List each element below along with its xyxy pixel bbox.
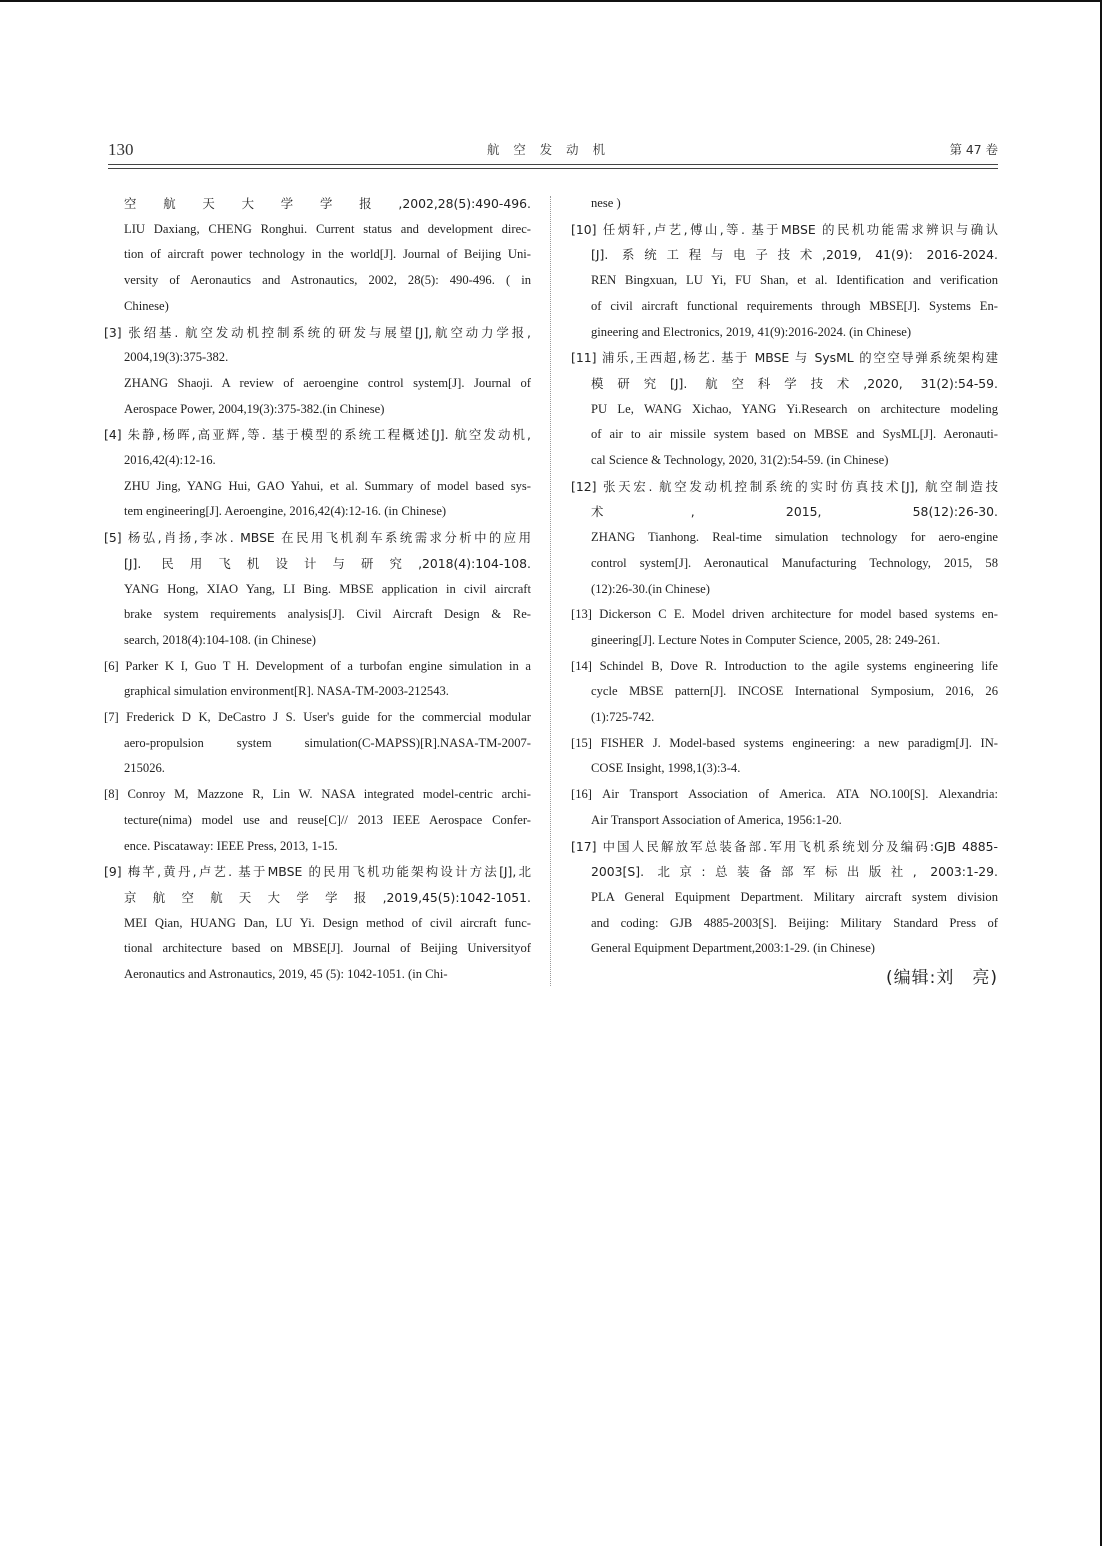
reference-line: MEI Qian, HUANG Dan, LU Yi. Design method of civil aircraft func- [124,915,531,930]
reference-line: Aerospace Power, 2004,19(3):375-382.(in Chinese) [124,401,385,416]
reference-line: ZHANG Shaoji. A review of aeroengine control system[J]. Journal of [124,375,531,390]
reference-line: tem engineering[J]. Aeroengine, 2016,42(4):12-16. (in Chinese) [124,504,447,519]
reference-line: [5] 杨弘,肖扬,李冰. MBSE 在民用飞机刹车系统需求分析中的应用 [104,530,531,546]
reference-line: of air to air missile system based on MBSE and SysML[J]. Aeronauti- [591,427,998,442]
header-rule-top [108,164,998,165]
reference-line: 术, 2015, 58(12):26-30. [591,504,998,520]
reference-ref-17 [571,834,998,963]
reference-ref-6 [104,654,531,705]
reference-ref-16 [571,782,998,833]
reference-line: control system[J]. Aeronautical Manufacturing Technology, 2015, 58 [591,555,998,570]
reference-ref-2-cont [104,191,531,320]
reference-line: General Equipment Department,2003:1-29. (in Chinese) [591,941,875,956]
reference-line: ence. Piscataway: IEEE Press, 2013, 1-15. [124,838,338,853]
reference-line: PLA General Equipment Department. Military aircraft system division [591,889,998,904]
reference-ref-15 [571,731,998,782]
reference-line: cal Science & Technology, 2020, 31(2):54-59. (in Chinese) [591,453,889,468]
reference-line: 京航空航天大学学报,2019,45(5):1042-1051. [124,889,531,905]
reference-ref-9-cont [571,191,998,217]
reference-line: tion of aircraft power technology in the world[J]. Journal of Beijing Uni- [124,247,531,262]
reference-line: PU Le, WANG Xichao, YANG Yi.Research on architecture modeling [591,401,998,416]
reference-line: search, 2018(4):104-108. (in Chinese) [124,632,317,647]
reference-line: gineering[J]. Lecture Notes in Computer Science, 2005, 28: 249-261. [591,632,941,647]
reference-line: gineering and Electronics, 2019, 41(9):2016-2024. (in Chinese) [591,324,912,339]
reference-line: Air Transport Association of America, 1956:1-20. [591,812,842,827]
reference-line: COSE Insight, 1998,1(3):3-4. [591,761,741,776]
reference-line: YANG Hong, XIAO Yang, LI Bing. MBSE application in civil aircraft [124,581,531,596]
page-top-border [0,0,1102,2]
reference-ref-13 [571,602,998,653]
reference-line: graphical simulation environment[R]. NASA-TM-2003-212543. [124,684,449,699]
reference-line: [11] 浦乐,王西超,杨艺. 基于 MBSE 与 SysML 的空空导弹系统架构建 [571,350,998,366]
reference-ref-3 [104,320,531,423]
journal-title: 航空发动机 [487,142,619,157]
header-rule-bottom [108,168,998,169]
page-number: 130 [108,140,134,159]
reference-line: 215026. [124,761,165,776]
references-right-column [571,191,998,992]
reference-line: [9] 梅芊,黄丹,卢艺. 基于MBSE 的民用飞机功能架构设计方法[J],北 [104,864,531,880]
reference-line: 空航天大学学报,2002,28(5):490-496. [124,196,531,211]
reference-line: tecture(nima) model use and reuse[C]// 2013 IEEE Aerospace Confer- [124,812,531,827]
reference-line: of civil aircraft functional requirements through MBSE[J]. Systems En- [591,298,998,313]
reference-line: [3] 张绍基. 航空发动机控制系统的研发与展望[J],航空动力学报, [104,324,531,340]
reference-line: and coding: GJB 4885-2003[S]. Beijing: Military Standard Press of [591,915,998,930]
reference-ref-10 [571,217,998,346]
reference-line: [J]. 系统工程与电子技术,2019, 41(9): 2016-2024. [591,247,998,263]
editor-note: (编辑:刘 亮) [886,968,998,989]
reference-line: [17] 中国人民解放军总装备部.军用飞机系统划分及编码:GJB 4885- [571,838,998,854]
column-divider [550,196,551,986]
reference-line: [6] Parker K I, Guo T H. Development of a turbofan engine simulation in a [104,658,531,673]
reference-line: ZHANG Tianhong. Real-time simulation technology for aero-engine [591,530,998,545]
reference-line: [14] Schindel B, Dove R. Introduction to the agile systems engineering life [571,658,998,673]
reference-line: [13] Dickerson C E. Model driven architecture for model based systems en- [571,607,998,622]
reference-ref-7 [104,705,531,782]
reference-line: [8] Conroy M, Mazzone R, Lin W. NASA integrated model-centric archi- [104,787,531,802]
reference-ref-4 [104,422,531,525]
reference-line: [7] Frederick D K, DeCastro J S. User's guide for the commercial modular [104,710,531,725]
reference-line: (1):725-742. [591,710,655,725]
reference-line: ZHU Jing, YANG Hui, GAO Yahui, et al. Summary of model based sys- [124,478,531,493]
reference-line: brake system requirements analysis[J]. Civil Aircraft Design & Re- [124,607,531,622]
reference-line: tional architecture based on MBSE[J]. Journal of Beijing Universityof [124,941,531,956]
reference-line: aero-propulsion system simulation(C-MAPSS)[R].NASA-TM-2007- [124,735,531,750]
reference-ref-9 [104,859,531,988]
reference-line: [J]. 民用飞机设计与研究,2018(4):104-108. [124,555,531,571]
reference-line: 2016,42(4):12-16. [124,453,216,468]
reference-line: (12):26-30.(in Chinese) [591,581,710,596]
reference-ref-5 [104,525,531,654]
reference-line: Aeronautics and Astronautics, 2019, 45 (5): 1042-1051. (in Chi- [124,967,448,982]
reference-line: [10] 任炳轩,卢艺,傅山,等. 基于MBSE 的民机功能需求辨识与确认 [571,221,998,237]
reference-line: [4] 朱静,杨晖,高亚辉,等. 基于模型的系统工程概述[J]. 航空发动机, [104,427,531,443]
reference-line: LIU Daxiang, CHENG Ronghui. Current status and development direc- [124,221,531,236]
reference-line: 2003[S]. 北京:总装备部军标出版社, 2003:1-29. [591,864,998,880]
reference-line: [16] Air Transport Association of America. ATA NO.100[S]. Alexandria: [571,787,998,802]
reference-line: cycle MBSE pattern[J]. INCOSE International Symposium, 2016, 26 [591,684,998,699]
reference-line: Chinese) [124,298,169,313]
volume-label: 第 47 卷 [949,142,998,157]
reference-line: [15] FISHER J. Model-based systems engineering: a new paradigm[J]. IN- [571,735,998,750]
references-left-column [104,191,531,988]
reference-line: [12] 张天宏. 航空发动机控制系统的实时仿真技术[J], 航空制造技 [571,478,998,494]
reference-line: 2004,19(3):375-382. [124,350,229,365]
page-header [108,140,998,164]
reference-ref-11 [571,345,998,474]
reference-ref-8 [104,782,531,859]
reference-ref-14 [571,654,998,731]
reference-ref-12 [571,474,998,603]
reference-line: REN Bingxuan, LU Yi, FU Shan, et al. Identification and verification [591,273,998,288]
reference-line: versity of Aeronautics and Astronautics, 2002, 28(5): 490-496. ( in [124,273,531,288]
reference-line: nese ) [591,196,621,210]
reference-line: 模研究[J]. 航空科学技术,2020, 31(2):54-59. [591,375,998,391]
